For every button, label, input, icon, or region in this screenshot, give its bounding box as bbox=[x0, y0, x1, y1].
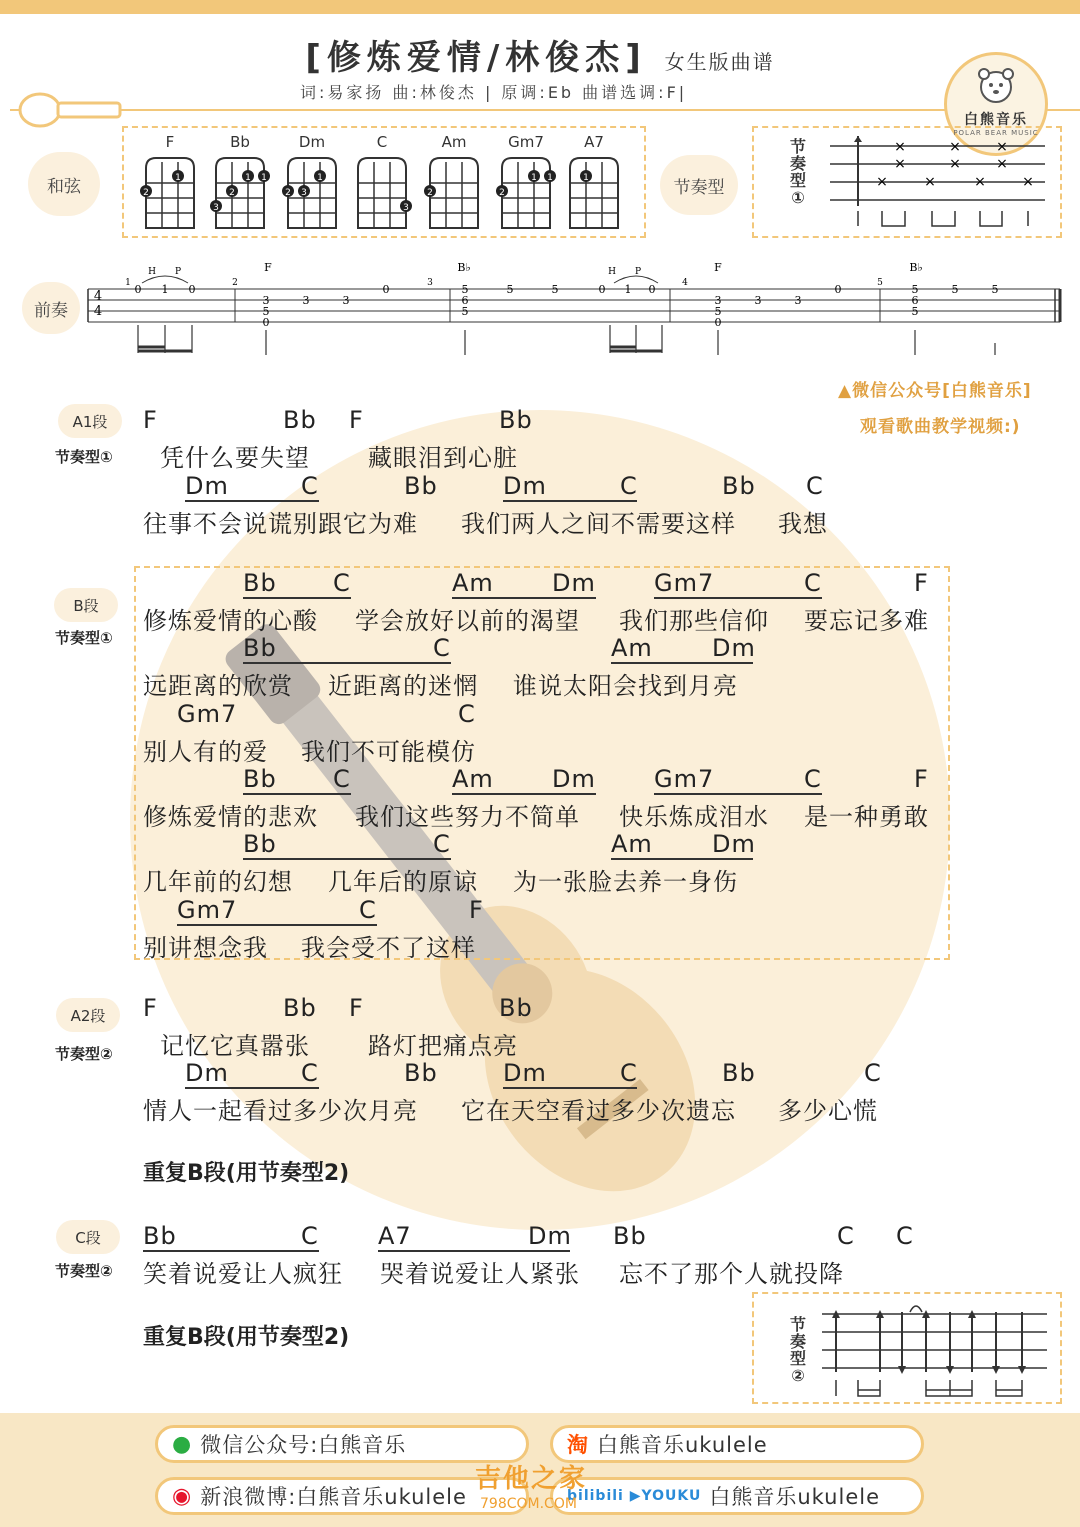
svg-text:×: × bbox=[894, 139, 906, 155]
rhythm-pattern-1 bbox=[830, 136, 1050, 232]
chord-name: Dm bbox=[298, 133, 326, 151]
tab-number: 3 bbox=[754, 294, 762, 307]
chord-underline bbox=[143, 1250, 319, 1252]
tab-number: 5 bbox=[262, 305, 270, 318]
svg-text:3: 3 bbox=[213, 203, 219, 213]
svg-text:×: × bbox=[1022, 174, 1034, 190]
chord-diagram-Am bbox=[424, 158, 478, 228]
tab-number: 5 bbox=[551, 283, 559, 296]
prelude-tab bbox=[80, 255, 1070, 365]
chord: F bbox=[469, 896, 484, 924]
lyric: 忘不了那个人就投降 bbox=[619, 1260, 844, 1288]
svg-text:3: 3 bbox=[403, 203, 409, 213]
rhythm-pattern-2 bbox=[822, 1300, 1054, 1400]
chord: Bb bbox=[499, 994, 533, 1022]
chord: C bbox=[458, 700, 476, 728]
chord: Bb bbox=[404, 472, 438, 500]
tab-number: 0 bbox=[382, 283, 390, 296]
chord-name: Bb bbox=[230, 133, 250, 151]
tab-number: 5 bbox=[991, 283, 999, 296]
promo-line2: 观看歌曲教学视频:) bbox=[860, 417, 1021, 437]
svg-text:×: × bbox=[996, 156, 1008, 172]
chord: Dm bbox=[185, 472, 229, 500]
chord-name: C bbox=[376, 133, 388, 151]
chord: Bb bbox=[143, 1222, 177, 1250]
chord-underline bbox=[243, 597, 351, 599]
song-title: [修炼爱情/林俊杰] 女生版曲谱 bbox=[305, 38, 775, 78]
svg-text:×: × bbox=[949, 156, 961, 172]
chord-underline bbox=[503, 500, 637, 502]
tab-number: 0 bbox=[262, 316, 270, 329]
lyric: 我们两人之间不需要这样 bbox=[461, 510, 736, 538]
chord: C bbox=[333, 765, 351, 793]
tab-technique: P bbox=[174, 267, 182, 277]
tab-number: 3 bbox=[342, 294, 350, 307]
measure-number: 1 bbox=[125, 278, 131, 288]
chord: Dm bbox=[503, 472, 547, 500]
chord: Am bbox=[452, 569, 494, 597]
chord: Dm bbox=[552, 569, 596, 597]
chord: Gm7 bbox=[177, 700, 238, 728]
chord-underline bbox=[378, 1250, 570, 1252]
chord: Bb bbox=[243, 634, 277, 662]
chord-underline bbox=[243, 662, 451, 664]
chord-underline bbox=[243, 793, 351, 795]
tab-number: 0 bbox=[648, 283, 656, 296]
lyric: 修炼爱情的心酸 bbox=[143, 607, 318, 635]
svg-text:×: × bbox=[949, 139, 961, 155]
svg-text:×: × bbox=[876, 174, 888, 190]
chord-underline bbox=[243, 858, 451, 860]
chord-diagram-Bb bbox=[210, 158, 270, 228]
lyric: 谁说太阳会找到月亮 bbox=[513, 672, 738, 700]
watermark-url: 798COM.COM bbox=[480, 1496, 577, 1512]
tab-number: 6 bbox=[461, 294, 469, 307]
lyric: 修炼爱情的悲欢 bbox=[143, 803, 318, 831]
svg-text:×: × bbox=[996, 139, 1008, 155]
svg-text:1: 1 bbox=[583, 173, 589, 183]
section-label-b: B段 bbox=[54, 588, 118, 622]
lyric: 我们那些信仰 bbox=[619, 607, 769, 635]
rhythm-label: 节奏型 bbox=[660, 155, 738, 215]
weibo-icon: ◉ bbox=[172, 1483, 193, 1509]
tab-chord: B♭ bbox=[457, 261, 471, 274]
tab-number: 3 bbox=[262, 294, 270, 307]
chord-diagram-Dm bbox=[282, 158, 336, 228]
chord: C bbox=[301, 1059, 319, 1087]
section-label-a1: A1段 bbox=[58, 404, 122, 438]
svg-text:×: × bbox=[974, 174, 986, 190]
svg-text:1: 1 bbox=[175, 173, 181, 183]
measure-number: 2 bbox=[232, 278, 238, 288]
lyric: 我想 bbox=[778, 510, 828, 538]
chord-name: A7 bbox=[584, 133, 604, 151]
lyric: 藏眼泪到心脏 bbox=[368, 444, 518, 472]
tab-chord: F bbox=[264, 261, 272, 274]
chord: Bb bbox=[243, 569, 277, 597]
lyric: 近距离的迷惘 bbox=[328, 672, 478, 700]
lyric: 笑着说爱让人疯狂 bbox=[143, 1260, 343, 1288]
section-pattern-a1: 节奏型① bbox=[55, 448, 113, 466]
tab-number: 5 bbox=[911, 283, 919, 296]
tab-technique: P bbox=[634, 267, 642, 277]
chord-name: F bbox=[165, 133, 175, 151]
chord: Bb bbox=[283, 406, 317, 434]
repeat-instruction: 重复B段(用节奏型2) bbox=[143, 1161, 350, 1186]
chord: Dm bbox=[552, 765, 596, 793]
ukulele-icon bbox=[10, 90, 130, 130]
chord: Bb bbox=[243, 830, 277, 858]
chord: C bbox=[620, 472, 638, 500]
measure-number: 3 bbox=[427, 278, 433, 288]
chord-underline bbox=[654, 793, 822, 795]
bear-icon bbox=[976, 65, 1016, 105]
chord: Dm bbox=[528, 1222, 572, 1250]
lyric: 别讲想念我 bbox=[143, 934, 268, 962]
chord: C bbox=[896, 1222, 914, 1250]
lyric: 路灯把痛点亮 bbox=[368, 1032, 518, 1060]
tab-chord: F bbox=[714, 261, 722, 274]
chord: A7 bbox=[378, 1222, 412, 1250]
chord-diagram-C bbox=[358, 158, 412, 228]
chord: Bb bbox=[613, 1222, 647, 1250]
chord: Bb bbox=[722, 1059, 756, 1087]
svg-text:2: 2 bbox=[427, 188, 433, 198]
svg-text:1: 1 bbox=[531, 173, 537, 183]
chord: C bbox=[333, 569, 351, 597]
lyric: 我们这些努力不简单 bbox=[355, 803, 580, 831]
section-pattern-a2: 节奏型② bbox=[55, 1045, 113, 1063]
svg-text:1: 1 bbox=[317, 173, 323, 183]
lyric: 学会放好以前的渴望 bbox=[355, 607, 580, 635]
tab-number: 5 bbox=[714, 305, 722, 318]
chord: C bbox=[804, 569, 822, 597]
chord: C bbox=[433, 634, 451, 662]
section-pattern-c: 节奏型② bbox=[55, 1262, 113, 1280]
tab-technique: H bbox=[608, 267, 616, 277]
credits: 词:易家扬 曲:林俊杰 | 原调:Eb 曲谱选调:F| bbox=[300, 83, 688, 102]
rhythm-vertical-label: 节 奏 型 ① bbox=[789, 137, 806, 207]
chord-underline bbox=[503, 1087, 637, 1089]
weibo-pill[interactable]: ◉ 新浪微博:白熊音乐ukulele bbox=[155, 1477, 529, 1515]
chord: F bbox=[914, 569, 929, 597]
lyric: 往事不会说谎别跟它为难 bbox=[143, 510, 418, 538]
chord: Bb bbox=[722, 472, 756, 500]
lyric: 凭什么要失望 bbox=[160, 444, 310, 472]
chord-underline bbox=[177, 924, 377, 926]
watermark: 吉他之家 bbox=[475, 1464, 588, 1494]
lyric: 我们不可能模仿 bbox=[301, 738, 476, 766]
promo-line1: ▲微信公众号[白熊音乐] bbox=[838, 381, 1032, 401]
section-pattern-b: 节奏型① bbox=[55, 629, 113, 647]
svg-text:3: 3 bbox=[301, 188, 307, 198]
video-pill[interactable]: bilibili ▶YOUKU 白熊音乐ukulele bbox=[550, 1477, 924, 1515]
lyric: 别人有的爱 bbox=[143, 738, 268, 766]
lyric: 哭着说爱让人紧张 bbox=[380, 1260, 580, 1288]
lyric: 快乐炼成泪水 bbox=[619, 803, 769, 831]
chord: Bb bbox=[499, 406, 533, 434]
svg-text:2: 2 bbox=[143, 188, 149, 198]
chord: F bbox=[143, 406, 158, 434]
tab-chord: B♭ bbox=[909, 261, 923, 274]
svg-text:1: 1 bbox=[547, 173, 553, 183]
lyric: 情人一起看过多少次月亮 bbox=[143, 1097, 418, 1125]
time-signature: 4 bbox=[93, 289, 103, 304]
chord: Gm7 bbox=[177, 896, 238, 924]
tab-number: 0 bbox=[598, 283, 606, 296]
chord-underline bbox=[452, 793, 596, 795]
tab-number: 0 bbox=[134, 283, 142, 296]
tab-number: 6 bbox=[911, 294, 919, 307]
tab-number: 0 bbox=[834, 283, 842, 296]
lyric: 要忘记多难 bbox=[804, 607, 929, 635]
chord: C bbox=[433, 830, 451, 858]
tab-number: 5 bbox=[461, 283, 469, 296]
chord: C bbox=[301, 472, 319, 500]
chord: Am bbox=[452, 765, 494, 793]
tab-number: 3 bbox=[794, 294, 802, 307]
lyric: 我会受不了这样 bbox=[301, 934, 476, 962]
chord: C bbox=[864, 1059, 882, 1087]
svg-text:2: 2 bbox=[229, 188, 235, 198]
divider-line bbox=[130, 108, 1080, 112]
tab-number: 5 bbox=[951, 283, 959, 296]
chord-name: Gm7 bbox=[508, 133, 544, 151]
chord-underline bbox=[185, 500, 319, 502]
taobao-pill[interactable]: 淘 白熊音乐ukulele bbox=[550, 1425, 924, 1463]
taobao-icon: 淘 bbox=[567, 1433, 589, 1457]
tab-number: 3 bbox=[302, 294, 310, 307]
chord: F bbox=[349, 994, 364, 1022]
svg-text:×: × bbox=[924, 174, 936, 190]
tab-number: 3 bbox=[714, 294, 722, 307]
chord: F bbox=[914, 765, 929, 793]
chord: C bbox=[620, 1059, 638, 1087]
tab-number: 5 bbox=[506, 283, 514, 296]
chord-diagram-F bbox=[140, 158, 194, 228]
chord: C bbox=[806, 472, 824, 500]
chord: Am bbox=[611, 634, 653, 662]
wechat-icon: ● bbox=[172, 1431, 193, 1457]
measure-number: 4 bbox=[682, 278, 688, 288]
chord-underline bbox=[611, 858, 753, 860]
chord: Gm7 bbox=[654, 569, 715, 597]
chord-diagram-A7 bbox=[570, 158, 618, 228]
chords-label: 和弦 bbox=[28, 152, 100, 216]
chord: C bbox=[837, 1222, 855, 1250]
chord: Bb bbox=[404, 1059, 438, 1087]
lyric: 它在天空看过多少次遗忘 bbox=[461, 1097, 736, 1125]
chord-diagram-Gm7 bbox=[496, 158, 556, 228]
lyric: 多少心慌 bbox=[778, 1097, 878, 1125]
repeat-instruction: 重复B段(用节奏型2) bbox=[143, 1325, 350, 1350]
lyric: 几年后的原谅 bbox=[328, 868, 478, 896]
chord: Bb bbox=[243, 765, 277, 793]
wechat-pill[interactable]: ● 微信公众号:白熊音乐 bbox=[155, 1425, 529, 1463]
lyric: 几年前的幻想 bbox=[143, 868, 293, 896]
chord: Dm bbox=[185, 1059, 229, 1087]
prelude-label: 前奏 bbox=[22, 282, 80, 334]
svg-text:2: 2 bbox=[499, 188, 505, 198]
chord: Am bbox=[611, 830, 653, 858]
svg-text:2: 2 bbox=[285, 188, 291, 198]
tab-technique: H bbox=[148, 267, 156, 277]
lyric: 是一种勇敢 bbox=[804, 803, 929, 831]
rhythm-vertical-label-2: 节 奏 型 ② bbox=[789, 1315, 806, 1385]
brand-logo: 白熊音乐 POLAR BEAR MUSIC bbox=[944, 52, 1048, 156]
section-label-c: C段 bbox=[56, 1220, 120, 1254]
tab-number: 0 bbox=[714, 316, 722, 329]
chord-underline bbox=[452, 597, 596, 599]
chord: Gm7 bbox=[654, 765, 715, 793]
svg-text:×: × bbox=[894, 156, 906, 172]
chord: Dm bbox=[712, 830, 756, 858]
chord: Dm bbox=[503, 1059, 547, 1087]
section-label-a2: A2段 bbox=[56, 998, 120, 1032]
tab-number: 1 bbox=[161, 283, 169, 296]
chord: F bbox=[143, 994, 158, 1022]
tab-number: 5 bbox=[911, 305, 919, 318]
measure-number: 5 bbox=[877, 278, 883, 288]
svg-text:1: 1 bbox=[261, 173, 267, 183]
chord: C bbox=[359, 896, 377, 924]
top-bar bbox=[0, 0, 1080, 14]
chord-underline bbox=[654, 597, 822, 599]
chord: C bbox=[804, 765, 822, 793]
chord-underline bbox=[185, 1087, 319, 1089]
lyric: 为一张脸去养一身伤 bbox=[513, 868, 738, 896]
svg-text:1: 1 bbox=[245, 173, 251, 183]
tab-number: 0 bbox=[188, 283, 196, 296]
lyric: 记忆它真嚣张 bbox=[160, 1032, 310, 1060]
chord-name: Am bbox=[441, 133, 467, 151]
lyric: 远距离的欣赏 bbox=[143, 672, 293, 700]
time-signature: 4 bbox=[93, 304, 103, 319]
bilibili-youku-icon: bilibili ▶YOUKU bbox=[567, 1488, 702, 1504]
tab-number: 5 bbox=[461, 305, 469, 318]
chord: Dm bbox=[712, 634, 756, 662]
chord: F bbox=[349, 406, 364, 434]
chord-underline bbox=[611, 662, 753, 664]
tab-number: 1 bbox=[624, 283, 632, 296]
chord-diagrams bbox=[130, 150, 640, 234]
chord: Bb bbox=[283, 994, 317, 1022]
chord: C bbox=[301, 1222, 319, 1250]
